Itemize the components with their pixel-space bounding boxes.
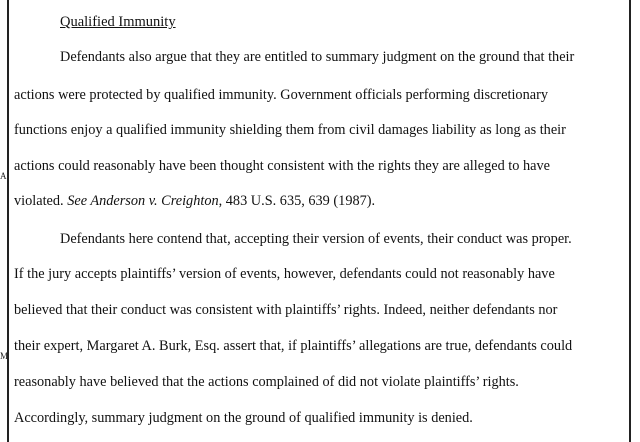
paragraph-1-line-5 [14, 191, 375, 211]
margin-mark: A [0, 171, 7, 181]
paragraph-2-line-3: believed that their conduct was consistent with plaintiffs’ rights. Indeed, neither defendants nor [14, 302, 558, 318]
section-heading: Qualified Immunity [60, 14, 176, 30]
margin-mark: M [0, 351, 9, 361]
paragraph-2-line-5: reasonably have believed that the actions complained of did not violate plaintiffs’ rights. [14, 374, 519, 390]
paragraph-2-line-6: Accordingly, summary judgment on the ground of qualified immunity is denied. [14, 410, 473, 426]
paragraph-2-line-4: their expert, Margaret A. Burk, Esq. assert that, if plaintiffs’ allegations are true, defendants could [14, 338, 573, 354]
right-page-border [629, 0, 631, 442]
case-citation-reporter: , 483 U.S. 635, 639 (1987). [218, 193, 376, 209]
paragraph-1-line-2: actions were protected by qualified immunity. Government officials performing discretionary [14, 87, 548, 103]
left-page-border [7, 0, 9, 442]
case-citation-name: See Anderson v. Creighton [67, 193, 219, 209]
line-5-prefix: violated. [14, 193, 68, 209]
paragraph-2-line-2: If the jury accepts plaintiffs’ version of events, however, defendants could not reasonably have [14, 266, 555, 282]
paragraph-2-line-1: Defendants here contend that, accepting their version of events, their conduct was proper. [60, 231, 572, 247]
paragraph-1-line-3: functions enjoy a qualified immunity shielding them from civil damages liability as long as their [14, 122, 566, 138]
paragraph-1-line-4: actions could reasonably have been thought consistent with the rights they are alleged to have [14, 158, 550, 174]
paragraph-1-line-1: Defendants also argue that they are entitled to summary judgment on the ground that their [60, 49, 575, 65]
